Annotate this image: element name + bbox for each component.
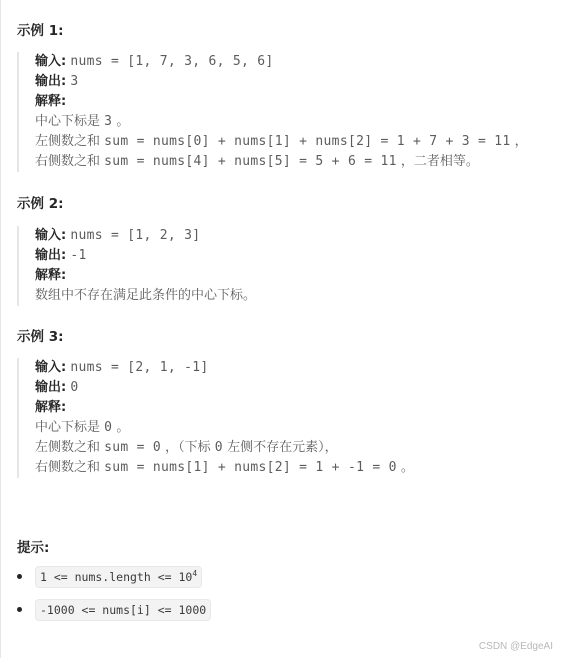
input-value: nums = [2, 1, -1] xyxy=(70,360,209,375)
example-1-block xyxy=(17,52,557,172)
input-label: 输入: xyxy=(35,228,67,243)
example-2-heading: 示例 2: xyxy=(17,196,64,212)
explain-code: sum = nums[4] + nums[5] = 5 + 6 = 11 xyxy=(104,154,397,169)
example-1-heading: 示例 1: xyxy=(17,23,64,39)
hint-item xyxy=(17,593,211,626)
explain-text-line xyxy=(35,286,557,306)
output-line xyxy=(35,72,557,92)
explain-code: sum = 0 xyxy=(104,440,162,455)
explain-text-line xyxy=(35,458,557,478)
explain-code: sum = nums[1] + nums[2] = 1 + -1 = 0 xyxy=(104,460,397,475)
explain-text: 。 xyxy=(112,114,130,129)
explain-text-line xyxy=(35,438,557,458)
explain-text: 右侧数之和 xyxy=(35,460,105,475)
explain-code: sum = nums[0] + nums[1] + nums[2] = 1 + 7 + 3 = 11 xyxy=(104,134,511,149)
example-3-block xyxy=(17,358,557,478)
explain-text: 中心下标是 xyxy=(35,114,105,129)
explain-label: 解释: xyxy=(35,268,67,283)
explain-text: ， xyxy=(510,134,528,149)
hints-list xyxy=(17,560,211,626)
explain-text: 左侧数之和 xyxy=(35,134,105,149)
bullet-icon xyxy=(17,607,22,612)
input-label: 输入: xyxy=(35,54,67,69)
bullet-icon xyxy=(17,574,22,579)
output-label: 输出: xyxy=(35,74,67,89)
explain-text: 。 xyxy=(396,460,414,475)
explain-text: 左侧不存在元素）， xyxy=(222,440,338,455)
explain-label: 解释: xyxy=(35,400,67,415)
input-line xyxy=(35,226,557,246)
hints-heading: 提示: xyxy=(17,540,50,556)
output-value: -1 xyxy=(70,248,87,263)
hint-code: 1 <= nums.length <= $10^4$ xyxy=(35,566,202,588)
output-value: 0 xyxy=(70,380,79,395)
hint-code: -1000 <= nums[i] <= 1000 xyxy=(35,599,211,621)
explain-text: ，（下标 xyxy=(161,440,215,455)
explain-text: 数组中不存在满足此条件的中心下标。 xyxy=(35,288,257,303)
explain-code: 0 xyxy=(104,420,113,435)
output-label: 输出: xyxy=(35,248,67,263)
input-line xyxy=(35,52,557,72)
input-value: nums = [1, 2, 3] xyxy=(70,228,201,243)
example-3-heading: 示例 3: xyxy=(17,329,64,345)
output-value: 3 xyxy=(70,74,79,89)
input-value: nums = [1, 7, 3, 6, 5, 6] xyxy=(70,54,274,69)
watermark: CSDN @EdgeAI xyxy=(478,641,553,652)
explain-text-line xyxy=(35,152,557,172)
explain-line xyxy=(35,398,557,418)
explain-line xyxy=(35,92,557,112)
input-line xyxy=(35,358,557,378)
explain-code: 3 xyxy=(104,114,113,129)
explain-text: 中心下标是 xyxy=(35,420,105,435)
hint-item xyxy=(17,560,211,593)
explain-text: 左侧数之和 xyxy=(35,440,105,455)
output-line xyxy=(35,378,557,398)
output-label: 输出: xyxy=(35,380,67,395)
explain-text-line xyxy=(35,418,557,438)
explain-text-line xyxy=(35,132,557,152)
example-2-block xyxy=(17,226,557,306)
output-line xyxy=(35,246,557,266)
explain-text-line xyxy=(35,112,557,132)
explain-line xyxy=(35,266,557,286)
input-label: 输入: xyxy=(35,360,67,375)
explain-text: ，二者相等。 xyxy=(396,154,479,169)
explain-text: 右侧数之和 xyxy=(35,154,105,169)
explain-text: 。 xyxy=(112,420,130,435)
explain-code: 0 xyxy=(214,440,223,455)
explain-label: 解释: xyxy=(35,94,67,109)
